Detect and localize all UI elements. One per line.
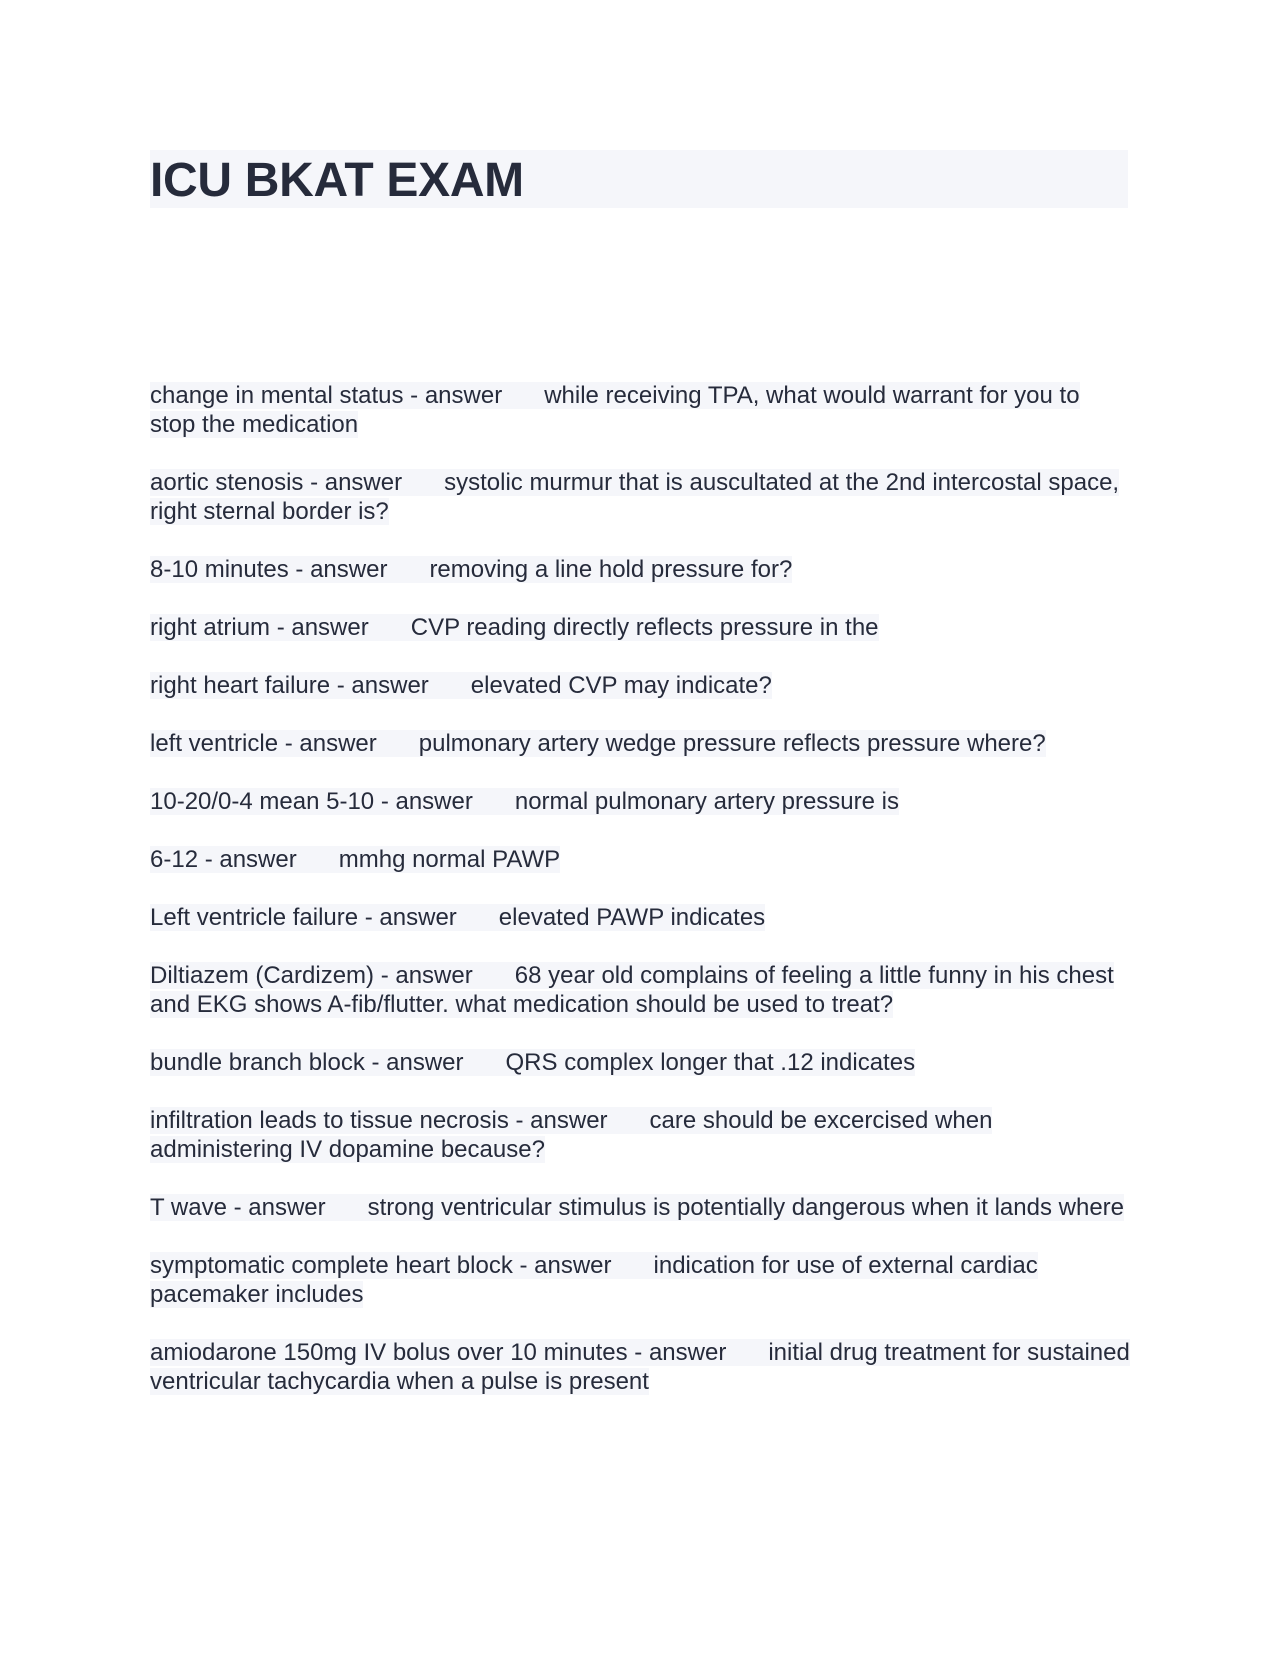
flashcard-item (150, 903, 1130, 932)
flashcard-answer: left ventricle - answer (150, 730, 377, 757)
flashcard-item (150, 961, 1130, 1019)
flashcard-question: strong ventricular stimulus is potentially dangerous when it lands where (367, 1194, 1125, 1221)
flashcard-question: CVP reading directly reflects pressure in the (410, 614, 879, 641)
flashcard-question: removing a line hold pressure for? (429, 556, 793, 583)
flashcard-answer: Left ventricle failure - answer (150, 904, 457, 931)
flashcard-question: QRS complex longer that .12 indicates (505, 1049, 916, 1076)
flashcard-answer: amiodarone 150mg IV bolus over 10 minutes - answer (150, 1339, 727, 1366)
flashcard-item (150, 381, 1130, 439)
flashcard-answer: Diltiazem (Cardizem) - answer (150, 962, 473, 989)
flashcard-question: elevated PAWP indicates (498, 904, 766, 931)
flashcard-item (150, 1251, 1130, 1309)
flashcard-answer: infiltration leads to tissue necrosis - answer (150, 1107, 608, 1134)
flashcard-question: mmhg normal PAWP (338, 846, 561, 873)
flashcard-answer: right atrium - answer (150, 614, 369, 641)
flashcard-item (150, 1106, 1130, 1164)
flashcard-question: while receiving TPA, what would warrant for you to stop the medication (150, 382, 1080, 438)
flashcard-item (150, 1338, 1130, 1396)
flashcard-answer: symptomatic complete heart block - answer (150, 1252, 612, 1279)
flashcard-question: elevated CVP may indicate? (470, 672, 772, 699)
flashcard-item (150, 1193, 1130, 1222)
flashcard-item (150, 468, 1130, 526)
title-block (150, 150, 1128, 208)
flashcard-question: pulmonary artery wedge pressure reflects pressure where? (418, 730, 1046, 757)
flashcard-item (150, 1048, 1130, 1077)
flashcard-question: indication for use of external cardiac pacemaker includes (150, 1252, 1038, 1308)
flashcard-question: 68 year old complains of feeling a little funny in his chest and EKG shows A-fib/flutter. what medication should be used to treat? (150, 962, 1114, 1018)
flashcard-answer: change in mental status - answer (150, 382, 503, 409)
flashcard-answer: 6-12 - answer (150, 846, 297, 873)
document-page (150, 150, 1130, 1425)
flashcard-item (150, 787, 1130, 816)
flashcard-item (150, 555, 1130, 584)
page-title: ICU BKAT EXAM (150, 154, 524, 207)
flashcard-question: normal pulmonary artery pressure is (514, 788, 899, 815)
flashcard-item (150, 613, 1130, 642)
flashcard-answer: T wave - answer (150, 1194, 326, 1221)
flashcard-question: systolic murmur that is auscultated at the 2nd intercostal space, right sternal border is? (150, 469, 1120, 525)
flashcard-item (150, 729, 1130, 758)
flashcard-answer: 8-10 minutes - answer (150, 556, 388, 583)
flashcard-answer: right heart failure - answer (150, 672, 429, 699)
flashcard-answer: aortic stenosis - answer (150, 469, 403, 496)
flashcard-list (150, 381, 1130, 1396)
flashcard-item (150, 671, 1130, 700)
flashcard-answer: bundle branch block - answer (150, 1049, 464, 1076)
flashcard-answer: 10-20/0-4 mean 5-10 - answer (150, 788, 473, 815)
flashcard-item (150, 845, 1130, 874)
flashcard-question: initial drug treatment for sustained ventricular tachycardia when a pulse is present (150, 1339, 1130, 1395)
flashcard-question: care should be excercised when administering IV dopamine because? (150, 1107, 993, 1163)
